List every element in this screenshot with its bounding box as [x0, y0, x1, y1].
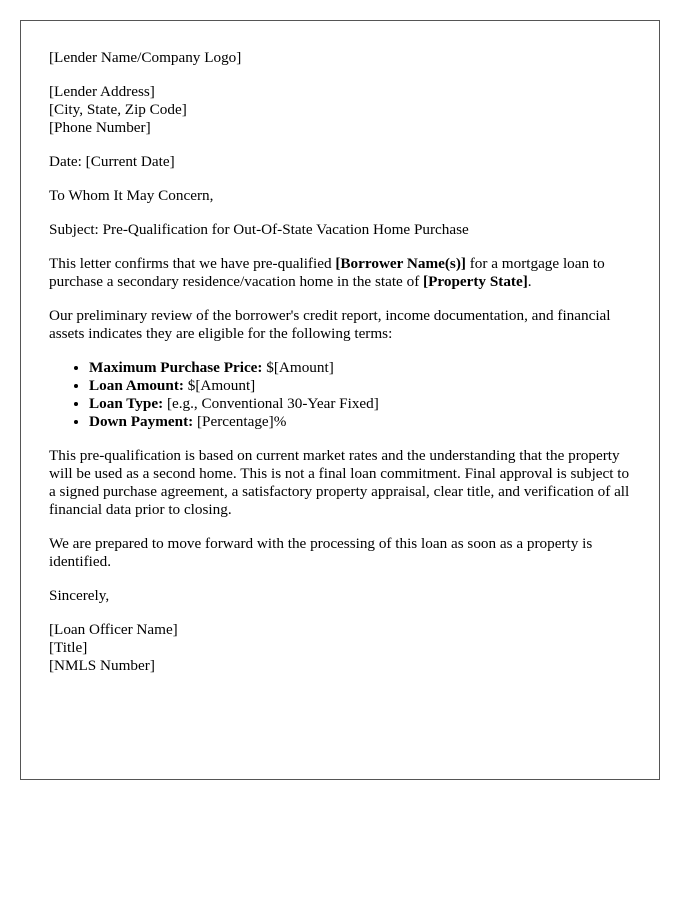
- confirmation-prefix: This letter confirms that we have pre-qualified: [49, 255, 336, 272]
- confirmation-suffix: .: [527, 273, 532, 290]
- closing: Sincerely,: [49, 587, 110, 604]
- nmls-number: [NMLS Number]: [49, 657, 155, 674]
- letter-date: Date: [Current Date]: [49, 153, 175, 170]
- letter-page: [20, 20, 660, 780]
- term-value: [Percentage]%: [193, 413, 287, 430]
- term-label: Maximum Purchase Price:: [89, 359, 263, 376]
- confirmation-paragraph: [49, 255, 631, 291]
- review-paragraph: Our preliminary review of the borrower's credit report, income documentation, and financial assets indicates they are eligible for the following terms:: [49, 307, 611, 342]
- term-label: Loan Amount:: [89, 377, 184, 394]
- lender-city-state-zip: [City, State, Zip Code]: [49, 101, 187, 118]
- term-label: Loan Type:: [89, 395, 164, 412]
- confirmation-middle: for a mortgage loan to purchase a secondary residence/vacation home in the state of: [49, 255, 605, 290]
- salutation: To Whom It May Concern,: [49, 187, 214, 204]
- loan-officer-name: [Loan Officer Name]: [49, 621, 178, 638]
- term-value: [e.g., Conventional 30-Year Fixed]: [163, 395, 379, 412]
- term-max-purchase-price: [89, 359, 631, 377]
- lender-phone: [Phone Number]: [49, 119, 151, 136]
- term-value: $[Amount]: [262, 359, 334, 376]
- next-steps-paragraph: We are prepared to move forward with the processing of this loan as soon as a property is identified.: [49, 535, 593, 570]
- conditions-paragraph: This pre-qualification is based on current market rates and the understanding that the property will be used as a second home. This is not a final loan commitment. Final approval is subject to a signed purchase agreement, a satisfactory property appraisal, clear title, and verification of all financial data prior to closing.: [49, 447, 630, 518]
- lender-logo-placeholder: [Lender Name/Company Logo]: [49, 49, 242, 66]
- term-loan-type: [89, 395, 631, 413]
- lender-address-block: [49, 83, 631, 137]
- subject-line: Subject: Pre-Qualification for Out-Of-State Vacation Home Purchase: [49, 221, 469, 238]
- term-down-payment: [89, 413, 631, 431]
- loan-officer-title: [Title]: [49, 639, 88, 656]
- term-value: $[Amount]: [183, 377, 256, 394]
- signature-block: [49, 621, 631, 675]
- term-loan-amount: [89, 377, 631, 395]
- property-state-placeholder: [Property State]: [423, 273, 528, 290]
- terms-list: [49, 359, 631, 431]
- lender-address: [Lender Address]: [49, 83, 155, 100]
- borrower-name-placeholder: [Borrower Name(s)]: [335, 255, 466, 272]
- term-label: Down Payment:: [89, 413, 194, 430]
